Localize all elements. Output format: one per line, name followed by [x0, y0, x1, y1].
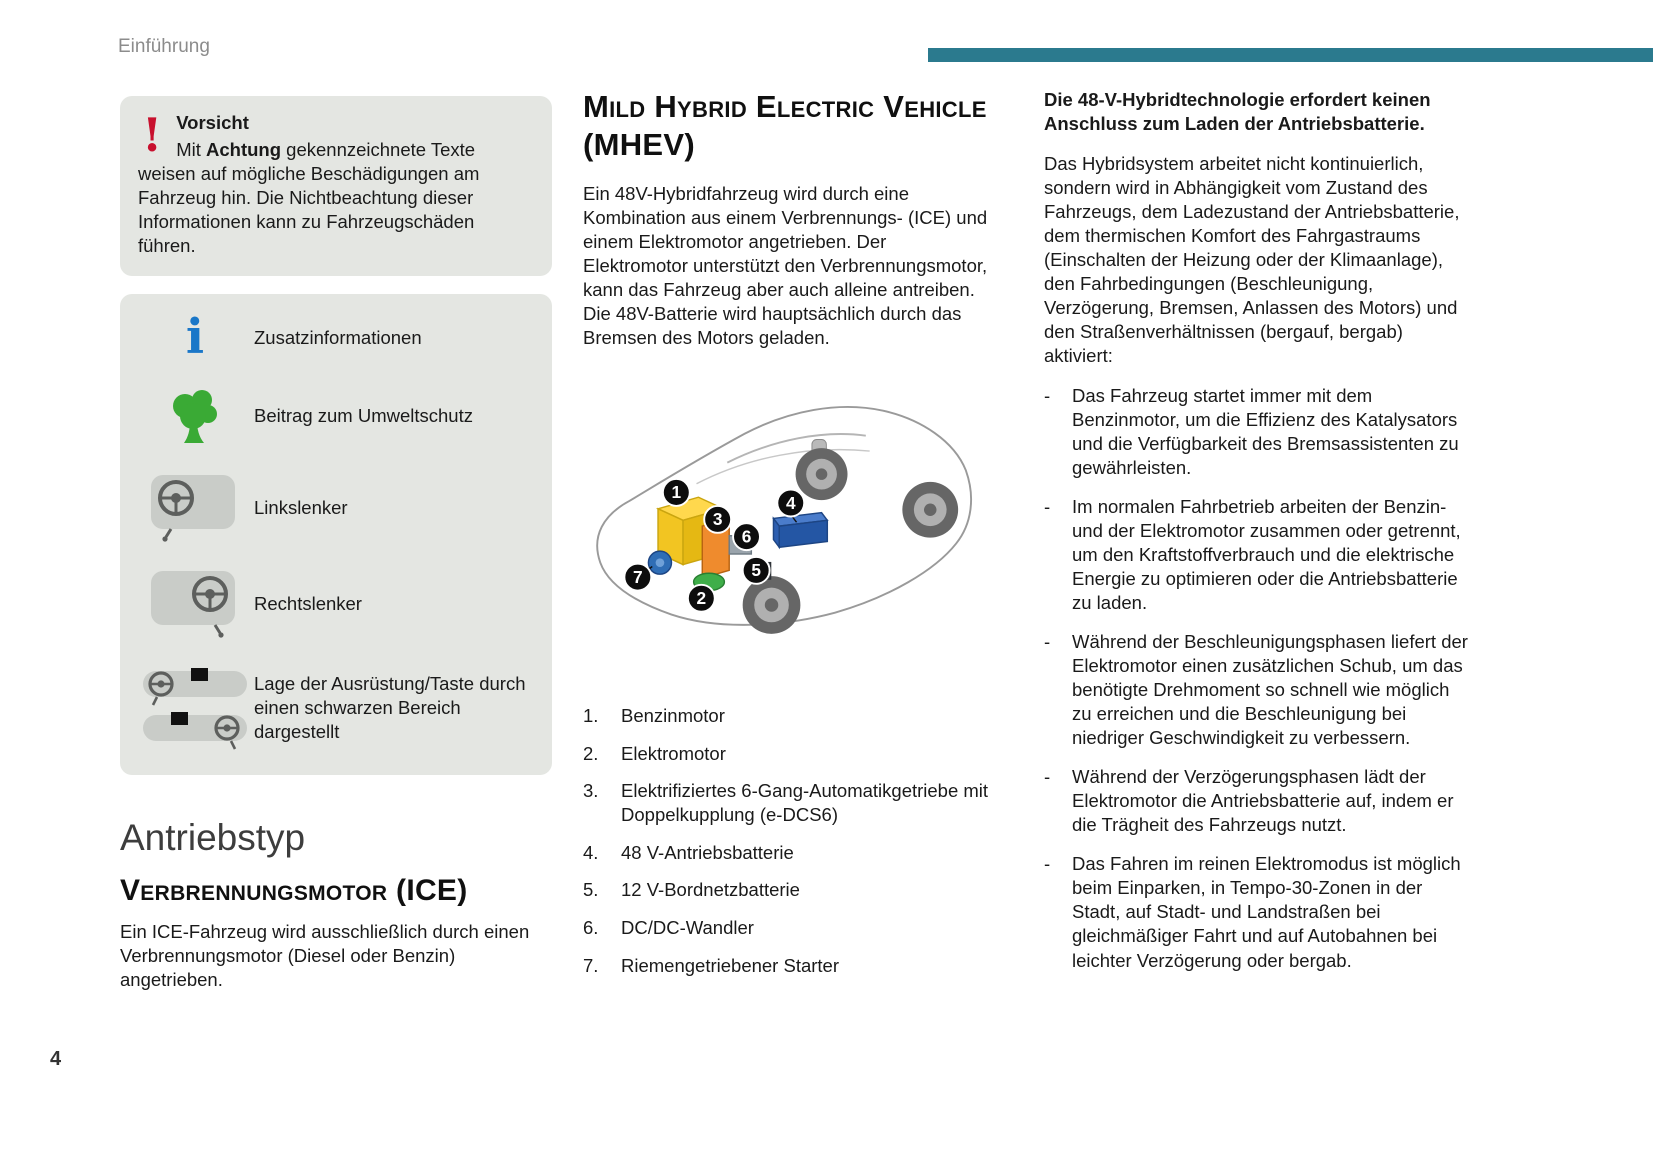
diagram-marker-7 [624, 564, 651, 591]
legend-row-lhd [136, 473, 536, 543]
legend-row-equipment-location [136, 665, 536, 751]
legend-row-additional-info [136, 316, 536, 359]
warning-body-bold: Achtung [206, 139, 282, 160]
bullet-dash [1044, 852, 1072, 972]
bullet-dash [1044, 765, 1072, 837]
bullet-item: - Das Fahrzeug startet immer mit dem Benzinmotor, um die Effizienz des Katalysators und die Verfügbarkeit des Bremsassistenten zu gewährleisten. [1044, 384, 1474, 480]
legend-label: Lage der Ausrüstung/Taste durch einen schwarzen Bereich dargestellt [254, 673, 526, 743]
diagram-marker-3 [704, 506, 731, 533]
svg-text:1: 1 [671, 482, 682, 503]
left-hand-drive-icon [136, 473, 254, 543]
hybrid-lead-text: Die 48-V-Hybridtechnologie erfordert keinen Anschluss zum Laden der Antriebsbatterie. [1044, 89, 1431, 135]
bullet-dash [1044, 384, 1072, 480]
left-column [120, 96, 552, 1006]
right-hand-drive-icon [136, 569, 254, 639]
warning-title: Vorsicht [176, 112, 249, 133]
warning-box [120, 96, 552, 276]
bullet-dash [1044, 495, 1072, 615]
diagram-marker-6 [733, 523, 760, 550]
symbol-legend-box [120, 294, 552, 775]
wheel-front-right [743, 576, 801, 634]
list-item: 6. DC/DC-Wandler [583, 916, 754, 938]
black-location-marker [171, 712, 188, 725]
svg-text:5: 5 [751, 560, 761, 581]
legend-label: Beitrag zum Umweltschutz [254, 405, 473, 427]
svg-text:2: 2 [696, 587, 707, 608]
legend-label: Zusatzinformationen [254, 326, 422, 348]
diagram-marker-4 [777, 490, 804, 517]
bullet-item: - Das Fahren im reinen Elektromodus ist möglich beim Einparken, in Tempo-30-Zonen in der Stadt, auf Stadt- und Landstraßen bei gleichmäßiger Fahrt und auf Autobahnen bei leichter Verzögerung oder bergab. [1044, 852, 1474, 972]
info-icon [136, 316, 254, 359]
list-item: 2. Elektromotor [583, 742, 726, 764]
bullet-item: - Während der Verzögerungsphasen lädt der Elektromotor die Antriebsbatterie auf, indem er die Trägheit des Fahrzeugs nutzt. [1044, 765, 1474, 837]
warning-exclamation-icon [142, 114, 162, 158]
starter-part [648, 551, 671, 574]
svg-text:7: 7 [633, 566, 643, 587]
list-item: 5. 12 V-Bordnetzbatterie [583, 879, 800, 901]
wheel-rear-left [796, 448, 848, 500]
mhev-heading: Mild Hybrid Electric Vehicle (MHEV) [583, 89, 987, 162]
list-item: 3. Elektrifiziertes 6-Gang-Automatikgetriebe mit Doppelkupplung (e-DCS6) [583, 780, 989, 825]
mhev-body-1: Ein 48V-Hybridfahrzeug wird durch eine Kombination aus einem Verbrennungs- (ICE) und einem Elektromotor angetrieben. Der Elektromotor unterstützt den Verbrennungsmotor, kann das Fahrzeug aber auch alleine antreiben. [583, 182, 988, 300]
battery-48v-part [773, 513, 827, 548]
bullet-item: - Während der Beschleunigungsphasen liefert der Elektromotor einen zusätzlichen Schub, um das benötigte Drehmoment so schnell wie möglich zu erreichen und die Beschleunigung bei niedriger Geschwindigkeit zu verbessern. [1044, 630, 1474, 750]
warning-body [138, 138, 534, 258]
bullet-item: - Im normalen Fahrbetrieb arbeiten der Benzin- und der Elektromotor zusammen oder getrennt, um den Kraftstoffverbrauch und die elektrische Energie zu optimieren oder die Antriebsbatterie zu laden. [1044, 495, 1474, 615]
svg-text:3: 3 [712, 509, 723, 530]
right-column [1044, 88, 1474, 973]
hybrid-body-text: Das Hybridsystem arbeitet nicht kontinuierlich, sondern wird in Abhängigkeit vom Zustand des Fahrzeugs, dem Ladezustand der Antriebsbatterie, dem thermischen Komfort des Fahrgastraums (Einschalten der Heizung oder der Klimaanlage), den Fahrbedingungen (Beschleunigung, Verzögerung, Bremsen, Anlassen des Motors) und den Straßenverhältnissen (bergauf, bergab) aktiviert: [1044, 153, 1460, 367]
warning-body-pre: Mit [176, 139, 207, 160]
legend-label: Linkslenker [254, 497, 348, 519]
equipment-location-icon [136, 665, 254, 751]
wheel-rear-right [902, 482, 958, 538]
list-item: 1. Benzinmotor [583, 704, 725, 726]
black-location-marker [191, 668, 208, 681]
component-legend-list [583, 704, 993, 977]
diagram-marker-1 [663, 479, 690, 506]
list-item: 7. Riemengetriebener Starter [583, 954, 839, 976]
legend-row-rhd [136, 569, 536, 639]
diagram-marker-2 [688, 585, 715, 612]
warning-body-post: gekennzeichnete Texte weisen auf mögliche Beschädigungen am Fahrzeug hin. Die Nichtbeachtung dieser Informationen kann zu Fahrzeugschäden führen. [138, 139, 480, 257]
bullet-dash [1044, 630, 1072, 750]
mhev-body-2: Die 48V-Batterie wird hauptsächlich durch das Bremsen des Motors geladen. [583, 302, 962, 348]
middle-column [583, 88, 993, 991]
page-number: 4 [50, 1048, 62, 1070]
legend-row-environment [136, 385, 536, 447]
legend-label: Rechtslenker [254, 593, 362, 615]
running-header: Einführung [118, 36, 210, 57]
section-title-antriebstyp: Antriebstyp [120, 817, 306, 859]
eco-tree-icon [136, 385, 254, 447]
svg-text:6: 6 [741, 526, 752, 547]
ice-body: Ein ICE-Fahrzeug wird ausschließlich durch einen Verbrennungsmotor (Diesel oder Benzin) angetrieben. [120, 921, 530, 991]
list-item: 4. 48 V-Antriebsbatterie [583, 841, 794, 863]
svg-text:4: 4 [785, 492, 796, 513]
diagram-marker-5 [743, 557, 770, 584]
header-accent-bar [928, 48, 1653, 62]
mhev-car-diagram [583, 372, 987, 660]
ice-heading: Verbrennungsmotor (ICE) [120, 874, 468, 908]
